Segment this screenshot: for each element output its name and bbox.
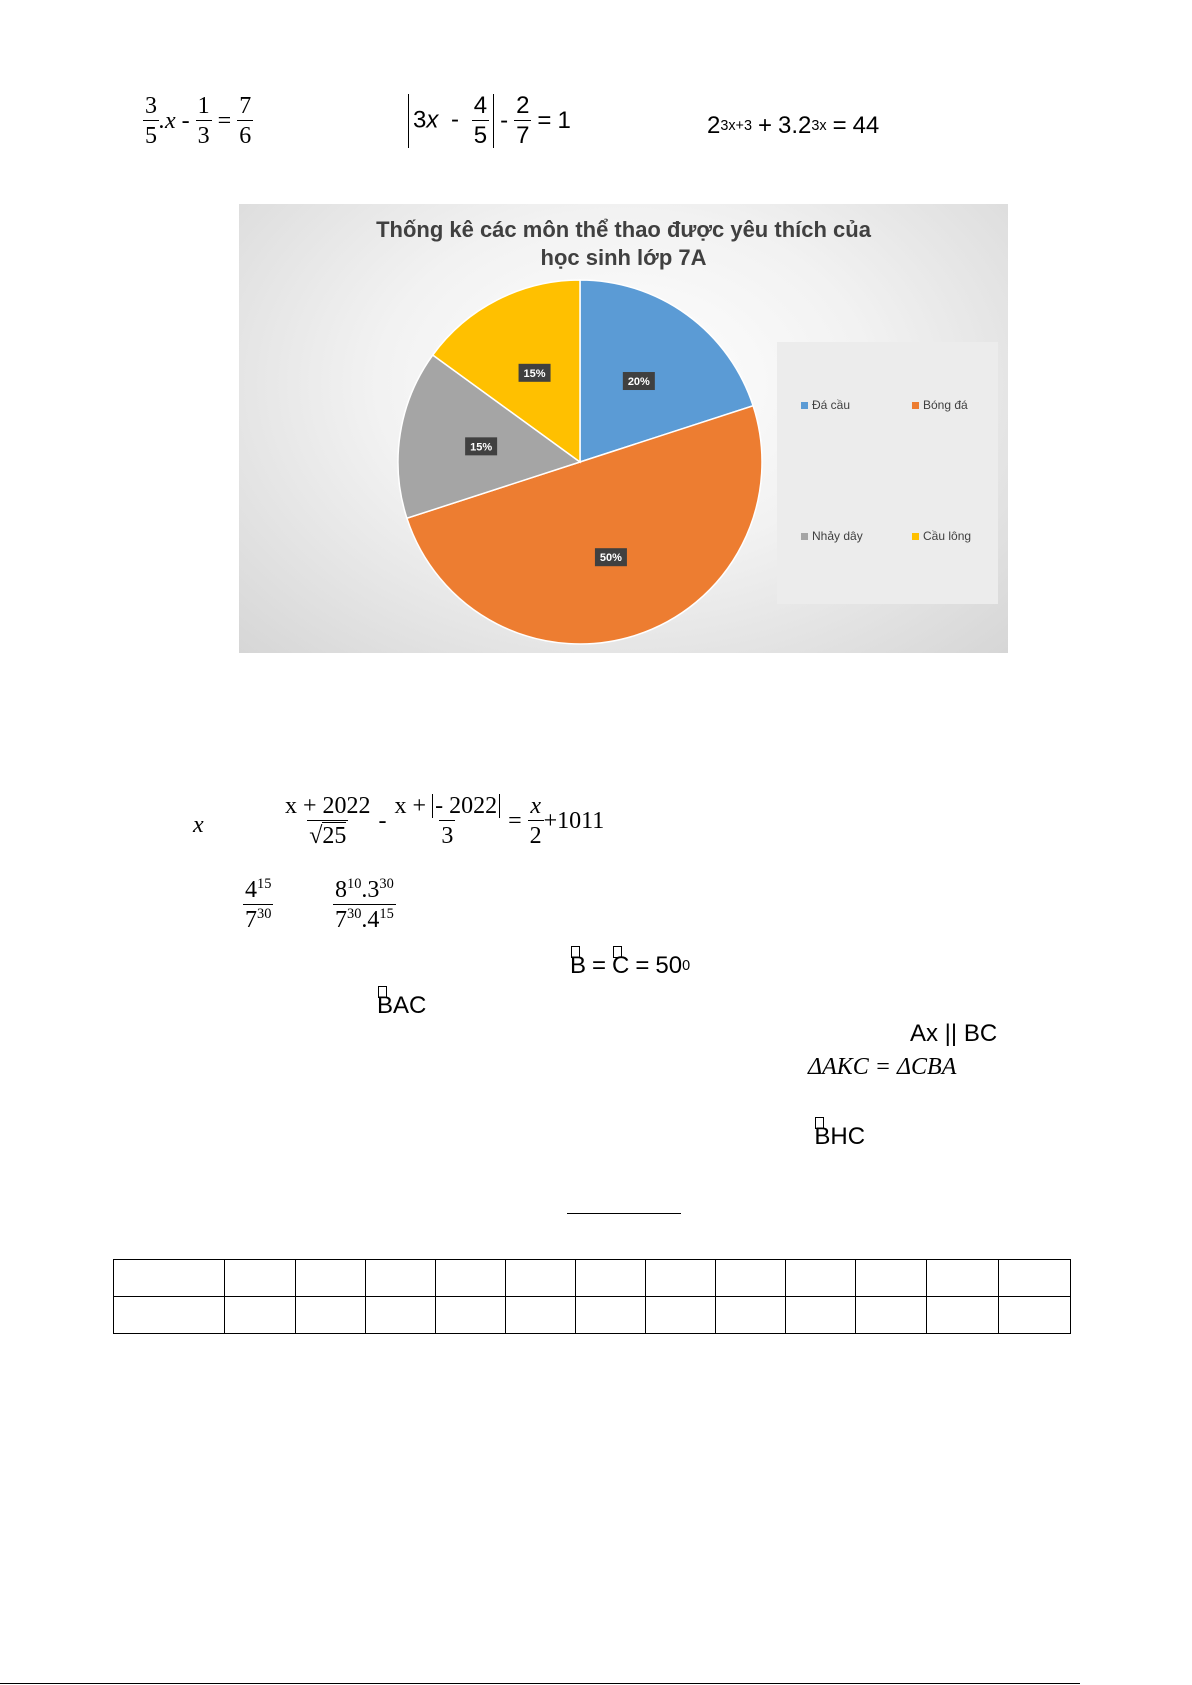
data-label-4 <box>519 364 551 382</box>
base: .4 <box>361 907 380 933</box>
fraction <box>283 794 373 848</box>
table-cell <box>225 1260 296 1297</box>
table-cell <box>576 1260 646 1297</box>
angle-equation: B = C = 50 0 <box>570 952 691 979</box>
table-cell <box>856 1297 927 1334</box>
numerator: 1 <box>197 93 210 119</box>
exponent: 15 <box>379 906 394 922</box>
numerator <box>393 794 503 820</box>
data-label-2 <box>595 548 627 566</box>
legend-swatch <box>912 402 919 409</box>
term: +1011 <box>543 807 605 834</box>
table-cell <box>856 1260 927 1297</box>
divider <box>567 1213 681 1214</box>
denominator: 6 <box>237 120 253 148</box>
table-cell <box>225 1297 296 1334</box>
denominator: 5 <box>473 122 488 149</box>
legend-item-1 <box>801 398 850 412</box>
base: 7 <box>335 907 347 933</box>
legend-item-4 <box>912 529 971 543</box>
chart-legend <box>777 342 998 604</box>
numerator: 7 <box>239 93 252 119</box>
table-cell <box>927 1297 999 1334</box>
table-cell <box>786 1260 856 1297</box>
table-cell <box>786 1297 856 1334</box>
table-cell <box>296 1260 366 1297</box>
denominator: 2 <box>528 820 544 848</box>
table-cell <box>436 1297 506 1334</box>
table-cell <box>927 1260 999 1297</box>
fraction <box>143 94 159 148</box>
numerator <box>243 878 273 904</box>
equation-1 <box>143 94 253 148</box>
table-cell <box>366 1297 436 1334</box>
operator: = <box>537 107 552 134</box>
numerator: 4 <box>473 92 488 119</box>
fraction-2 <box>333 878 396 932</box>
fraction <box>333 878 396 932</box>
denominator: 3 <box>196 120 212 148</box>
operator: = <box>217 107 232 134</box>
page-bottom-rule <box>0 1683 1080 1684</box>
triangle-congruence: ΔAKC = ΔCBA <box>808 1054 957 1080</box>
legend-item-2 <box>912 398 968 412</box>
absolute-value: - 2022 <box>432 794 500 818</box>
exponent: 30 <box>347 906 362 922</box>
fraction-1 <box>243 878 273 932</box>
denominator: 7 <box>516 122 530 149</box>
fraction <box>196 94 212 148</box>
term: x + <box>394 793 427 819</box>
table-row <box>114 1260 1071 1297</box>
operator: - <box>378 807 387 834</box>
legend-swatch <box>912 533 919 540</box>
denominator <box>307 820 348 848</box>
angle-c: C <box>612 952 630 979</box>
legend-label: Đá cầu <box>812 398 851 412</box>
data-label-1 <box>623 372 655 390</box>
table-cell <box>716 1297 786 1334</box>
table-cell <box>646 1260 716 1297</box>
base: 4 <box>245 877 257 903</box>
operator: - <box>181 107 190 134</box>
exponent: 30 <box>379 876 394 892</box>
fraction <box>243 878 273 932</box>
term: 3.2 <box>777 112 812 139</box>
table-cell <box>114 1260 225 1297</box>
table-cell <box>366 1260 436 1297</box>
base: 7 <box>245 907 257 933</box>
operator: - <box>451 106 460 134</box>
operator: - <box>500 107 509 134</box>
data-label-text: 20% <box>627 376 650 389</box>
rhs-value: 44 <box>852 112 880 139</box>
table-cell <box>576 1297 646 1334</box>
base: 8 <box>335 877 347 903</box>
fraction <box>237 94 253 148</box>
legend-label: Nhảy dây <box>812 529 863 543</box>
angle-bac: BAC <box>377 992 427 1019</box>
table-cell <box>999 1260 1071 1297</box>
table-cell <box>114 1297 225 1334</box>
exponent: 15 <box>257 876 272 892</box>
sqrt-icon: √ <box>309 823 323 849</box>
table-cell <box>646 1297 716 1334</box>
data-label-text: 15% <box>470 441 493 454</box>
table-cell <box>436 1260 506 1297</box>
fraction <box>472 94 489 148</box>
table-cell <box>506 1297 576 1334</box>
answer-table <box>113 1259 1071 1334</box>
legend-swatch <box>801 402 808 409</box>
legend-item-3 <box>801 529 863 543</box>
table-cell <box>296 1297 366 1334</box>
equation-2 <box>408 94 571 148</box>
x-label: x <box>193 812 204 838</box>
exponent: 30 <box>257 906 272 922</box>
base: 2 <box>707 112 721 139</box>
numerator: x + 2022 <box>285 793 371 819</box>
variable: x <box>426 106 439 134</box>
rhs-value: 1 <box>557 107 571 134</box>
legend-swatch <box>801 533 808 540</box>
legend-label: Cầu lông <box>923 529 972 543</box>
operator: = <box>508 807 522 834</box>
absolute-value <box>408 94 494 148</box>
angle-b: B <box>570 952 587 979</box>
chart-title-line: Thống kê các môn thể thao được yêu thích của <box>376 217 871 242</box>
exponent: 10 <box>347 876 362 892</box>
equation-x <box>283 794 604 848</box>
chart-title-line: học sinh lớp 7A <box>540 245 707 270</box>
base: .3 <box>361 877 380 903</box>
fraction <box>528 794 544 848</box>
table-cell <box>716 1260 786 1297</box>
operator: = <box>832 112 847 139</box>
data-label-3 <box>465 437 497 455</box>
denominator: 5 <box>143 120 159 148</box>
numerator: 3 <box>145 93 157 119</box>
data-label-text: 50% <box>599 552 622 565</box>
operator: + <box>757 112 772 139</box>
table-row <box>114 1297 1071 1334</box>
denominator <box>243 904 273 932</box>
fraction <box>514 94 531 148</box>
numerator: 2 <box>516 92 530 119</box>
numerator <box>333 878 396 904</box>
radicand: 25 <box>322 823 347 849</box>
denominator: 3 <box>439 820 455 848</box>
table-cell <box>999 1297 1071 1334</box>
operator: = <box>592 952 607 979</box>
table-cell <box>506 1260 576 1297</box>
legend-label: Bóng đá <box>923 398 968 412</box>
variable: .x <box>159 107 176 134</box>
pie-chart <box>239 204 1008 653</box>
denominator <box>333 904 396 932</box>
equation-3: 2 3x+3 + 3.2 3x = 44 <box>707 112 880 139</box>
numerator: x <box>530 793 541 819</box>
angle-value: 50 <box>655 952 683 979</box>
operator: = <box>635 952 650 979</box>
coefficient: 3 <box>413 106 427 134</box>
fraction <box>393 794 503 848</box>
angle-bhc: BHC <box>814 1123 866 1150</box>
parallel-statement: Ax || BC <box>910 1020 998 1047</box>
data-label-text: 15% <box>523 367 546 380</box>
